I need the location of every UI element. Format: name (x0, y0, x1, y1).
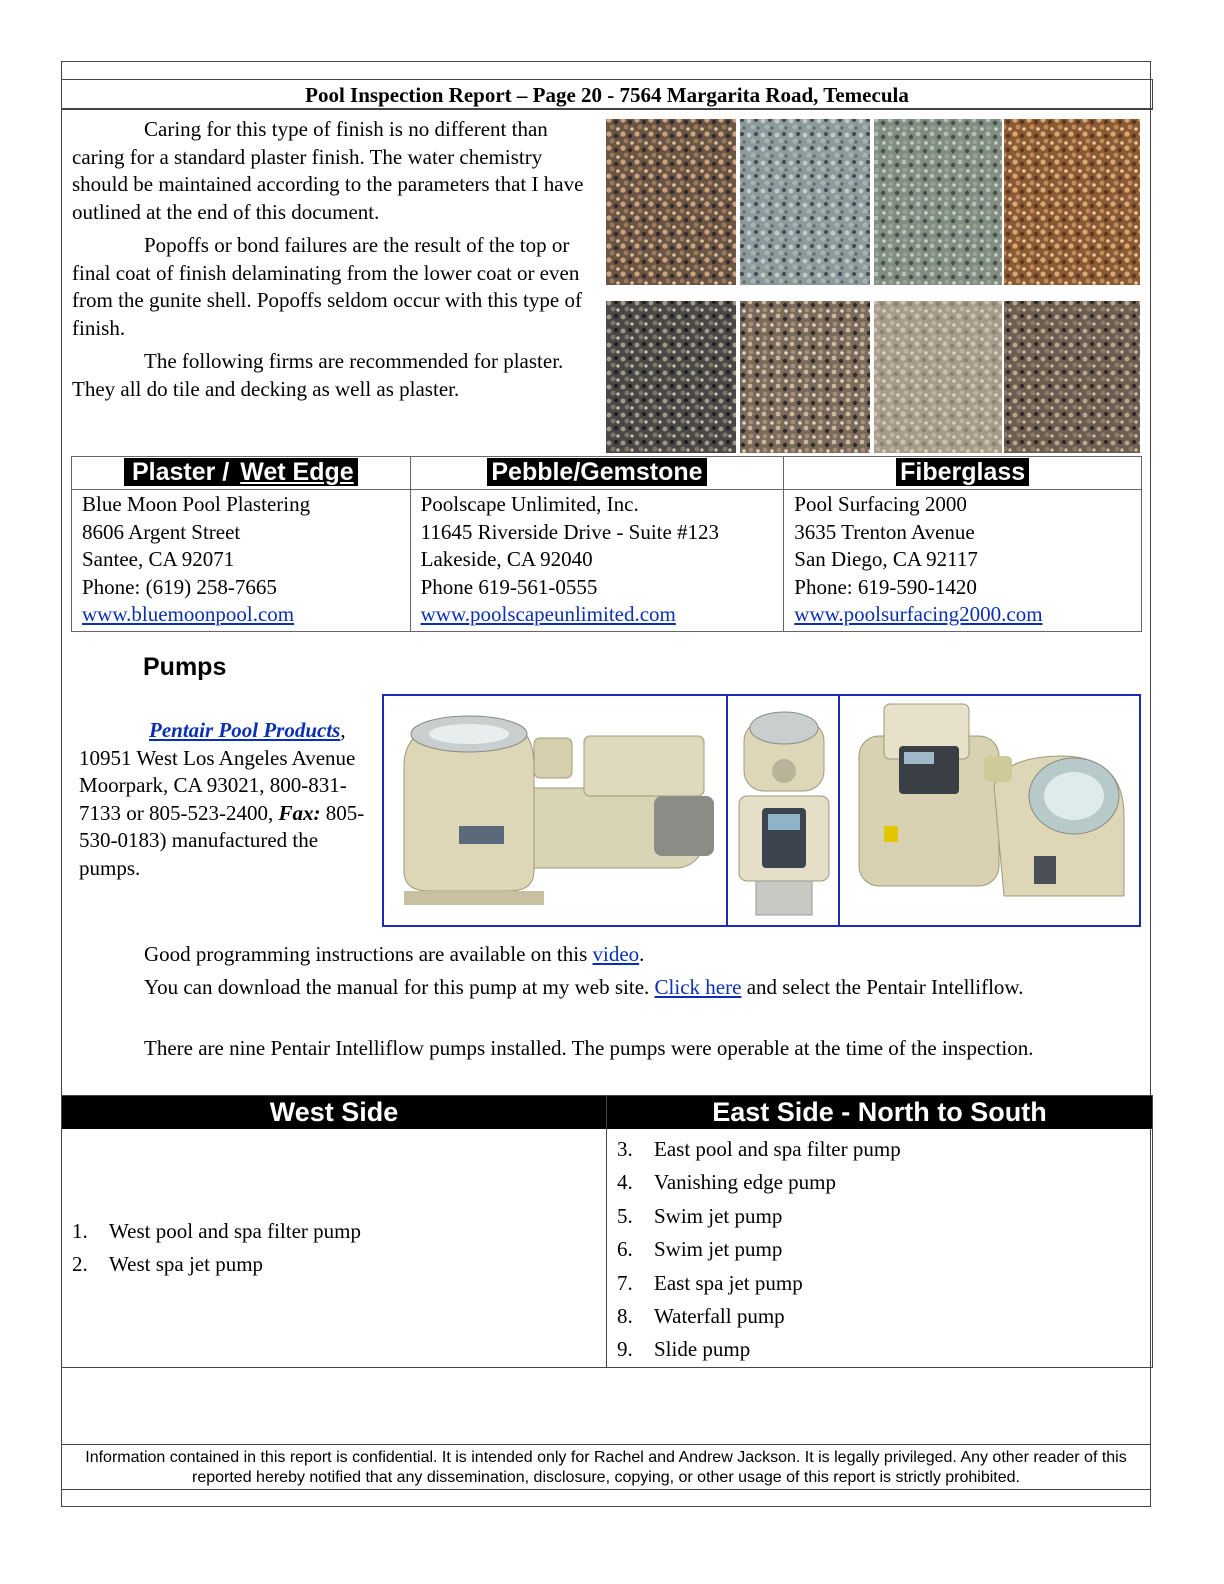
page-header: Pool Inspection Report – Page 20 - 7564 Margarita Road, Temecula (61, 79, 1153, 110)
pentair-link[interactable]: Pentair Pool Products (149, 718, 341, 742)
video-paragraph: Good programming instructions are available on this video. (144, 942, 645, 966)
pumps-section-title: Pumps (143, 653, 227, 681)
pump-photos-image (384, 696, 1139, 925)
list-item: 8. Waterfall pump (617, 1303, 785, 1328)
installed-paragraph: There are nine Pentair Intelliflow pumps installed. The pumps were operable at the time of the inspection. (144, 1036, 1034, 1060)
click-here-link[interactable]: Click here (654, 975, 742, 999)
pebble-firm-cell: Poolscape Unlimited, Inc. 11645 Riverside Drive - Suite #123 Lakeside, CA 92040 Phone 619-561-0555 www.poolscapeunlimited.com (410, 490, 784, 632)
bluemoon-link[interactable]: www.bluemoonpool.com (82, 602, 295, 626)
pump-front-view (739, 712, 829, 915)
list-item: 7. East spa jet pump (617, 1270, 803, 1295)
poolsurfacing-link[interactable]: www.poolsurfacing2000.com (794, 602, 1043, 626)
list-item: 2. West spa jet pump (72, 1252, 264, 1277)
pump-angled-view (859, 704, 1124, 896)
pebble-finish-samples (606, 117, 1142, 455)
pebble-samples-image (606, 117, 1142, 455)
pump-photos (382, 694, 1141, 927)
list-item: 4. Vanishing edge pump (617, 1170, 836, 1195)
video-link[interactable]: video (592, 942, 640, 966)
list-item: 3. East pool and spa filter pump (617, 1137, 901, 1161)
confidentiality-footer: Information contained in this report is confidential. It is intended only for Rachel and Andrew Jackson. It is legally privileged. Any other reader of this reported hereby notified that any dissemination, disclosure, copying, or other usage of this report is strictly prohibited. (61, 1444, 1151, 1490)
fiberglass-firm-cell: Pool Surfacing 2000 3635 Trenton Avenue San Diego, CA 92117 Phone: 619-590-1420 www.poolsurfacing2000.com (784, 490, 1142, 632)
pebble-gemstone-header: Pebble/Gemstone (410, 457, 784, 490)
plaster-firm-cell: Blue Moon Pool Plastering 8606 Argent Street Santee, CA 92071 Phone: (619) 258-7665 www.bluemoonpool.com (72, 490, 411, 632)
plaster-wet-edge-header: Plaster / Wet Edge (72, 457, 411, 490)
intro-paragraph: Caring for this type of finish is no different than caring for a standard plaster finish. The water chemistry should be maintained according to the parameters that I have outlined at the end of this document. (72, 117, 584, 224)
west-side-header: West Side (62, 1096, 606, 1129)
intro-paragraph: The following firms are recommended for plaster. They all do tile and decking as well as plaster. (72, 349, 564, 401)
pump-location-table (61, 1095, 1153, 1368)
intro-text (72, 116, 594, 409)
poolscape-link[interactable]: www.poolscapeunlimited.com (420, 602, 676, 626)
manual-paragraph: You can download the manual for this pump at my web site. Click here and select the Pentair Intelliflow. (144, 975, 1024, 999)
list-item: 6. Swim jet pump (617, 1237, 783, 1262)
plaster-firms-table (71, 456, 1142, 632)
east-side-header: East Side - North to South (607, 1096, 1152, 1129)
pump-side-view (404, 716, 714, 905)
east-pump-list (617, 1133, 901, 1367)
list-item: 5. Swim jet pump (617, 1203, 783, 1228)
list-item: 9. Slide pump (617, 1337, 751, 1362)
west-pump-list (72, 1215, 361, 1282)
intro-paragraph: Popoffs or bond failures are the result of the top or final coat of finish delaminating from the lower coat or even from the gunite shell. Popoffs seldom occur with this type of finish. (72, 233, 582, 340)
pentair-manufacturer-text: Pentair Pool Products, 10951 West Los Angeles Avenue Moorpark, CA 93021, 800-831-7133 or 805-523-2400, Fax: 805-530-0183) manufactured the pumps. (79, 718, 365, 880)
list-item: 1. West pool and spa filter pump (72, 1219, 362, 1243)
fiberglass-header: Fiberglass (784, 457, 1142, 490)
